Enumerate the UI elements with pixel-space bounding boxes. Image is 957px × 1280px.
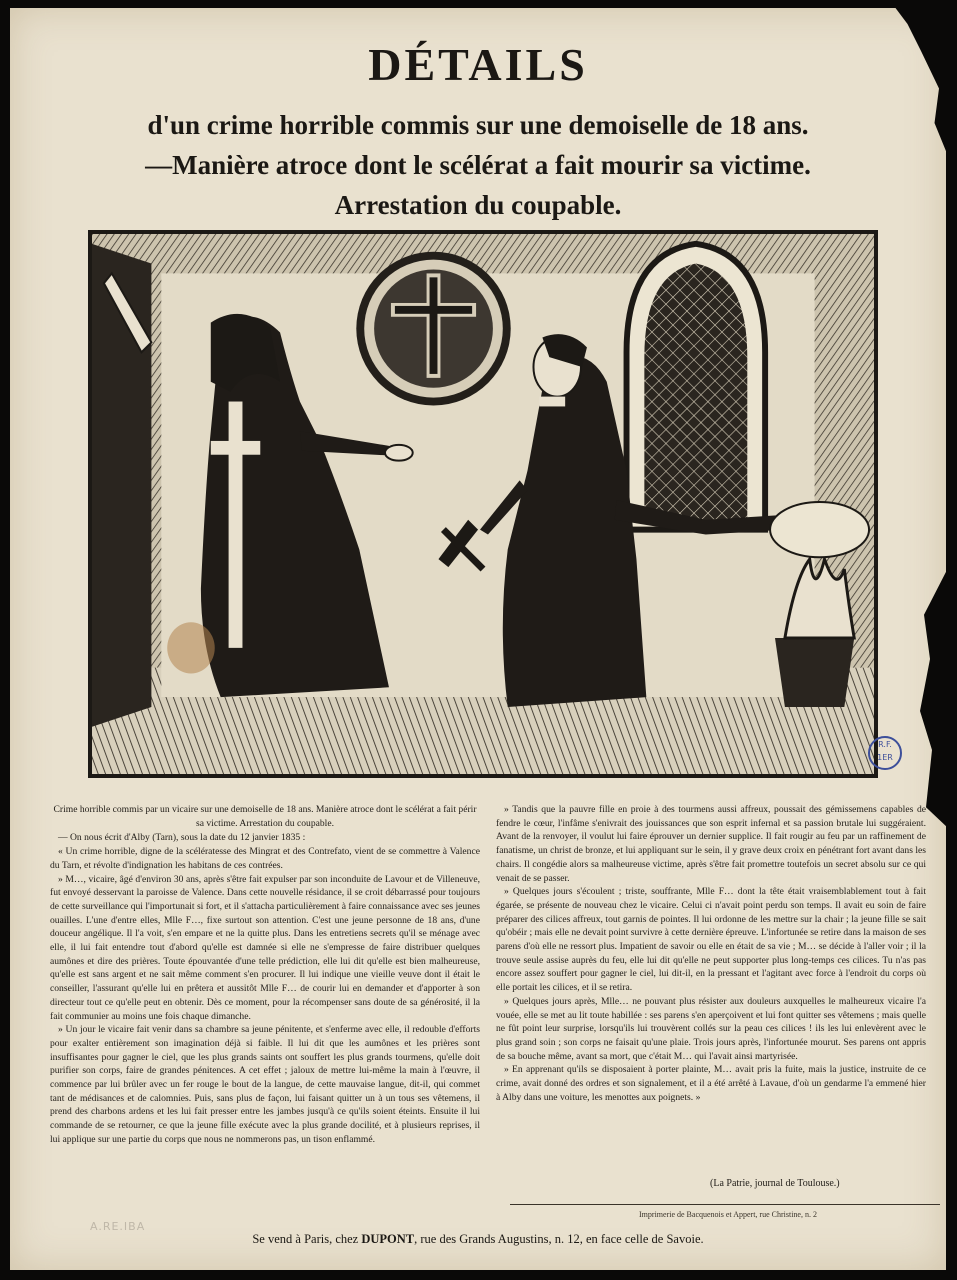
footer-suffix: , rue des Grands Augustins, n. 12, en face celle de Savoie.: [414, 1232, 704, 1246]
library-stamp: R.F. 1ER: [868, 736, 902, 770]
torn-edge: [908, 568, 946, 828]
right-paragraph: » En apprenant qu'ils se disposaient à porter plainte, M… avait pris la fuite, mais la justice, instruite de ce crime, avait donné des ordres et son signalement, et il a été arrêté à Lavaue, d'où un gendarme l'a emmené hier à Alby dans une voiture, les menottes aux poignets. »: [496, 1064, 926, 1103]
left-column: [50, 803, 480, 1147]
broadside-sheet: [10, 8, 946, 1270]
subtitle-line-1: d'un crime horrible commis sur une demoiselle de 18 ans.: [147, 110, 809, 140]
subtitle-line-2: —Manière atroce dont le scélérat a fait mourir sa victime.: [145, 150, 811, 180]
cross-medallion-icon: [356, 252, 510, 406]
subtitle-line-3: Arrestation du coupable.: [334, 190, 622, 220]
article-heading: Crime horrible commis par un vicaire sur une demoiselle de 18 ans. Manière atroce dont le scélérat a fait périr sa victime. Arrestation du coupable.: [53, 804, 477, 829]
source-signature: (La Patrie, journal de Toulouse.): [710, 1178, 840, 1189]
right-paragraph: » Quelques jours s'écoulent ; triste, souffrante, Mlle F… dont la tête était vraisemblablement tout à fait égarée, se présente de nouveau chez le vicaire. Celui ci n'avait point perdu son temps. Il avait eu soin de faire préparer des cilices affreux, tout garnis de pointes. Il lui ordonne de les mettre sur la chair ; la jeune fille se sait qu'obéir ; mais elle ne devait point survivre à cette dernière épreuve. L'infortunée se retire dans la maison de ses parens d'où elle ne ressort plus. Impatient de savoir ou elle en était de sa vie ; M… se décide à l'aller voir ; il la trouve seule assise auprès du feu, elle lui dit qu'elle ne peut supporter plus long-temps ces cilices. Tu n'as pas encore assez souffert pour gagner le ciel, lui dit-il, en la pressant et l'agitant avec force à l'endroit du corps où elle portait les cilices, et il se retira.: [496, 886, 926, 994]
left-paragraph: » Un jour le vicaire fait venir dans sa chambre sa jeune pénitente, et s'enferme avec elle, il redouble d'efforts pour exalter entièrement son imagination déjà si faible. Il lui dit que les aumônes et les prières sont insuffisantes pour gagner le ciel, que les plus grands saints ont souffert les plus grands tourmens, qu'elle doit purifier son corps, faire de grandes pénitences. A cet effet ; jaloux de mettre lui-même la main à l'œuvre, il commence par lui brûler avec un fer rouge le bout de la langue, de cette mauvaise langue, dit-il, qui commet tant de médisances et de calomnies. Puis, sans plus de façon, lui faisant quitter un à un tous ses vêtemens, il prend des charbons ardens et les lui fait presser entre les jambes jusqu'à ce qu'ils soient éteints. Ensuite il lui commande de se retourner, ce que la jeune fille exécute avec la plus grande docilité, et à plusieurs reprises, il lui applique sur une partie du corps que nous ne nommerons pas, un tison enflammé.: [50, 1024, 480, 1145]
shelfmark: A.RE.IBA: [90, 1220, 146, 1233]
seller-footer: [10, 1232, 946, 1247]
woodcut-scene: [92, 234, 874, 774]
footer-seller: DUPONT: [361, 1232, 415, 1246]
divider: [510, 1204, 940, 1205]
article-dateline: — On nous écrit d'Alby (Tarn), sous la date du 12 janvier 1835 :: [58, 832, 306, 844]
page-title: DÉTAILS: [368, 39, 588, 90]
right-paragraph: » Quelques jours après, Mlle… ne pouvant plus résister aux douleurs auxquelles le malheureux vicaire l'a vouée, elle se met au lit toute habillée : ses parens s'en aperçoivent et lui font quitter ses vêtemens ; mais quelle ne fût point leur surprise, lorsqu'ils lui trouvèrent collés sur la peau ces cilices ! ils les lui enlevèrent avec le plus grand soin ; son corps ne faisait qu'une plaie. Trois jours après, l'infortunée mourut. Ses parens ont appris de sa bouche même, avant sa mort, que c'était M… qui l'avait ainsi martyrisée.: [496, 995, 926, 1062]
woodcut-illustration: [88, 230, 878, 778]
stain: [167, 622, 215, 673]
left-paragraph: » M…, vicaire, âgé d'environ 30 ans, après s'être fait expulser par son inconduite de Lavour et de Villeneuve, fut envoyé desservant la paroisse de Valence. Dans cette nouvelle résidance, il se croit débarrassé pour toujours de cette surveillance qui l'importunait si fort, et il s'attacha particulièrement à faire connaissance avec ses jeunes ouailles. L'une d'entre elles, Mlle F…, fixe surtout son attention. C'est une jeune personne de 18 ans, d'une douceur angélique. Il l'a voit, s'en empare et ne la quitte plus. Dans les entretiens secrets qu'il se ménage avec elle, il lui fait entendre tout d'abord qu'elle est damnée si elle ne s'empresse de faire distribuer quelques aumônes et dire des prières. Toute épouvantée d'une telle prédiction, elle lui dit qu'elle est bien malheureuse, qu'elle est sans argent et ne sait même comment s'en procurer. Il lui indique une vieille veuve dont il était le conseiller, l'assurant qu'elle lui en prêtera et aussitôt Mlle F… de courir lui en demander et d'apporter à son directeur tout ce qu'elle peut en obtenir. Dès ce moment, pour la récompenser sans doute de sa générosité, il la fait communier au moins une fois chaque dimanche.: [50, 873, 480, 1022]
footer-prefix: Se vend à Paris, chez: [252, 1232, 359, 1246]
right-paragraph: » Tandis que la pauvre fille en proie à des tourmens aussi affreux, poussait des gémissemens capables de fendre le cœur, l'infâme s'enivrait des jouissances que son esprit infernal et sa passion brutale lui suggéraient. Avant de la renvoyer, il voulut lui faire éprouver un dernier supplice. Il fait rougir au feu par un raffinement de fanatisme, un christ de bronze, et lui appliquant sur le sein, il y grave deux croix en pénétrant fort avant dans les chairs. Il congédie alors sa malheureuse victime, après s'être fait promettre toutefois un secret absolu sur ce qui venait de se passer.: [496, 804, 926, 884]
printer-imprint: Imprimerie de Bacquenois et Appert, rue Christine, n. 2: [639, 1210, 817, 1219]
floor-perspective: [92, 697, 874, 774]
right-column: [496, 803, 926, 1104]
gothic-window: [627, 244, 766, 530]
left-paragraph: « Un crime horrible, digne de la scélératesse des Mingrat et des Contrefato, vient de se commettre à Valence du Tarn, et révolte d'indignation les habitans de ces contrées.: [50, 846, 480, 871]
